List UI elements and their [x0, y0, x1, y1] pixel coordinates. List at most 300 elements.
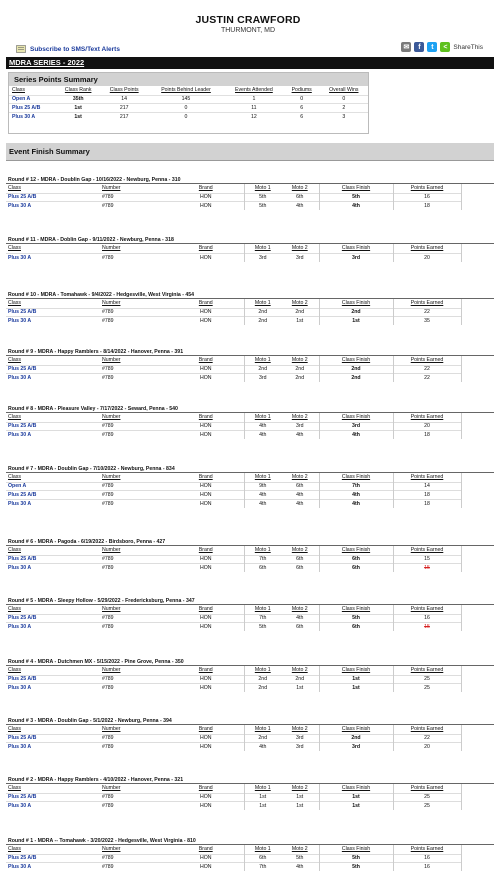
round-title: Round # 11 - MDRA - Doblin Gap - 9/11/2022 - Newburg, Penna - 318 [6, 236, 494, 244]
round-title: Round # 1 - MDRA -- Tomahawk - 3/20/2022 - Hedgesville, West Virginia - 810 [6, 837, 494, 845]
points-earned-cell: 16 [393, 193, 461, 202]
result-cell: 6th [244, 564, 281, 573]
round-col-header: Number [102, 414, 121, 421]
series-points-cell: 2 [320, 104, 368, 113]
table-row [6, 431, 461, 440]
round-col-header: Moto 1 [244, 845, 281, 854]
result-cell: 3rd [319, 422, 393, 431]
result-cell: 7th [319, 482, 393, 491]
result-cell: 4th [281, 863, 319, 872]
result-cell: 2nd [244, 308, 281, 317]
round-results-table [6, 184, 461, 210]
round-col-header: Brand [168, 299, 244, 308]
result-cell: #789 [98, 253, 168, 262]
result-cell: HON [168, 734, 244, 743]
series-points-cell: 6 [284, 104, 320, 113]
series-points-cell: 1 [224, 95, 284, 104]
series-points-col-header: Class Rank [64, 87, 92, 94]
round-results-table [6, 244, 461, 262]
result-cell: #789 [98, 193, 168, 202]
points-earned-cell: 25 [393, 793, 461, 802]
result-cell: #789 [98, 555, 168, 564]
result-cell: #789 [98, 491, 168, 500]
table-row [6, 614, 461, 623]
result-cell: 2nd [244, 675, 281, 684]
result-cell: HON [168, 482, 244, 491]
round-col-header: Brand [168, 356, 244, 365]
result-cell: #789 [98, 374, 168, 383]
round-col-header: Brand [168, 605, 244, 614]
result-cell: 4th [244, 431, 281, 440]
series-points-cell: 0 [148, 112, 224, 121]
round-col-header: Number [102, 474, 121, 481]
result-cell: #789 [98, 802, 168, 811]
round-col-header: Number [102, 245, 121, 252]
round-section [6, 291, 494, 325]
round-title: Round # 8 - MDRA - Pleasure Valley - 7/17/2022 - Seward, Penna - 540 [6, 405, 494, 413]
round-section [6, 658, 494, 692]
points-earned-cell: 25 [393, 684, 461, 693]
series-points-cell: 145 [148, 95, 224, 104]
round-col-header: Brand [168, 546, 244, 555]
result-cell: HON [168, 623, 244, 632]
round-col-header: Moto 2 [281, 473, 319, 482]
result-cell: 1st [281, 684, 319, 693]
series-points-table [9, 86, 368, 121]
round-col-header: Points Earned [393, 356, 461, 365]
result-cell: HON [168, 743, 244, 752]
round-col-header: Class Finish [341, 606, 371, 613]
result-cell: HON [168, 202, 244, 211]
series-points-summary [8, 72, 369, 134]
result-cell: HON [168, 317, 244, 326]
round-col-header: Brand [168, 666, 244, 675]
class-link[interactable]: Plus 25 A/B [6, 793, 98, 802]
series-points-cell: 1st [56, 112, 100, 121]
points-earned-cell: 15 [393, 564, 461, 573]
class-link[interactable]: Plus 25 A/B [6, 555, 98, 564]
result-cell: 3rd [281, 743, 319, 752]
result-cell: 5th [244, 202, 281, 211]
class-link[interactable]: Plus 25 A/B [6, 422, 98, 431]
round-col-header: Points Earned [393, 473, 461, 482]
result-cell: 2nd [244, 734, 281, 743]
round-col-header: Moto 1 [244, 605, 281, 614]
table-row [6, 193, 461, 202]
points-earned-cell: 14 [393, 482, 461, 491]
result-cell: 2nd [281, 675, 319, 684]
round-results-table [6, 356, 461, 382]
round-col-header: Class Finish [341, 474, 371, 481]
round-col-header: Moto 2 [281, 845, 319, 854]
series-points-cell: 35th [56, 95, 100, 104]
points-earned-cell: 15 [393, 623, 461, 632]
result-cell: 1st [281, 317, 319, 326]
class-link[interactable]: Plus 30 A [6, 431, 98, 440]
round-col-header: Number [102, 667, 121, 674]
series-points-row [9, 112, 368, 121]
class-link[interactable]: Plus 25 A/B [6, 734, 98, 743]
table-row [6, 253, 461, 262]
result-cell: 4th [319, 491, 393, 500]
result-cell: #789 [98, 675, 168, 684]
table-row [6, 623, 461, 632]
result-cell: HON [168, 793, 244, 802]
round-col-header: Class [8, 300, 21, 307]
result-cell: 6th [319, 564, 393, 573]
round-title: Round # 12 - MDRA - Doublin Gap - 10/16/2022 - Newburg, Penna - 310 [6, 176, 494, 184]
round-col-header: Brand [168, 473, 244, 482]
result-cell: 2nd [319, 734, 393, 743]
class-link[interactable]: Plus 25 A/B [6, 365, 98, 374]
result-cell: 6th [281, 193, 319, 202]
result-cell: HON [168, 374, 244, 383]
round-col-header: Class [8, 357, 21, 364]
table-row [6, 675, 461, 684]
result-cell: 5th [319, 854, 393, 863]
round-col-header: Brand [168, 784, 244, 793]
result-cell: 1st [319, 793, 393, 802]
round-col-header: Class [8, 474, 21, 481]
result-cell: #789 [98, 614, 168, 623]
points-earned-cell: 25 [393, 675, 461, 684]
result-cell: 3rd [244, 374, 281, 383]
round-col-header: Points Earned [393, 666, 461, 675]
round-col-header: Moto 1 [244, 784, 281, 793]
result-cell: #789 [98, 623, 168, 632]
series-points-row [9, 104, 368, 113]
class-link[interactable]: Plus 30 A [6, 802, 98, 811]
round-col-header: Moto 1 [244, 413, 281, 422]
round-col-header: Points Earned [393, 784, 461, 793]
series-points-cell: 1st [56, 104, 100, 113]
series-title-bar [6, 57, 494, 69]
round-col-header: Class Finish [341, 547, 371, 554]
result-cell: #789 [98, 422, 168, 431]
result-cell: HON [168, 684, 244, 693]
round-title: Round # 5 - MDRA - Sleepy Hollow - 5/29/2022 - Fredericksburg, Penna - 347 [6, 597, 494, 605]
class-link[interactable]: Plus 30 A [6, 684, 98, 693]
result-cell: 3rd [319, 743, 393, 752]
round-col-header: Points Earned [393, 184, 461, 193]
result-cell: #789 [98, 317, 168, 326]
round-col-header: Number [102, 846, 121, 853]
points-earned-cell: 22 [393, 374, 461, 383]
round-section [6, 236, 494, 262]
round-title: Round # 9 - MDRA - Happy Ramblers - 8/14/2022 - Hanover, Penna - 391 [6, 348, 494, 356]
round-results-table [6, 666, 461, 692]
result-cell: 6th [281, 623, 319, 632]
result-cell: HON [168, 854, 244, 863]
result-cell: 4th [244, 491, 281, 500]
round-col-header: Moto 2 [281, 605, 319, 614]
result-cell: HON [168, 802, 244, 811]
result-cell: 1st [281, 802, 319, 811]
result-cell: #789 [98, 863, 168, 872]
series-points-cell: 3 [320, 112, 368, 121]
result-cell: 4th [244, 499, 281, 508]
round-section [6, 837, 494, 871]
result-cell: 2nd [281, 308, 319, 317]
series-points-cell: 217 [100, 112, 148, 121]
result-cell: 4th [281, 202, 319, 211]
round-col-header: Moto 2 [281, 666, 319, 675]
result-cell: 1st [244, 802, 281, 811]
table-row [6, 317, 461, 326]
result-cell: 3rd [319, 253, 393, 262]
round-col-header: Class Finish [341, 667, 371, 674]
class-link[interactable]: Plus 25 A/B [6, 308, 98, 317]
result-cell: 2nd [319, 365, 393, 374]
result-cell: 5th [319, 614, 393, 623]
round-col-header: Moto 2 [281, 244, 319, 253]
series-points-cell: 14 [100, 95, 148, 104]
result-cell: #789 [98, 308, 168, 317]
points-earned-cell: 15 [393, 555, 461, 564]
round-section [6, 717, 494, 751]
result-cell: 1st [281, 793, 319, 802]
result-cell: 3rd [281, 253, 319, 262]
result-cell: 4th [319, 202, 393, 211]
result-cell: 5th [244, 623, 281, 632]
result-cell: #789 [98, 854, 168, 863]
result-cell: 4th [244, 422, 281, 431]
round-col-header: Class [8, 547, 21, 554]
round-col-header: Class Finish [341, 846, 371, 853]
round-col-header: Class Finish [341, 185, 371, 192]
round-col-header: Brand [168, 725, 244, 734]
table-row [6, 482, 461, 491]
round-col-header: Brand [168, 184, 244, 193]
class-link[interactable]: Plus 30 A [9, 112, 56, 121]
result-cell: HON [168, 555, 244, 564]
round-col-header: Class [8, 414, 21, 421]
table-row [6, 499, 461, 508]
class-link[interactable]: Plus 25 A/B [9, 104, 56, 113]
class-link[interactable]: Plus 25 A/B [6, 854, 98, 863]
points-earned-cell: 20 [393, 743, 461, 752]
result-cell: HON [168, 431, 244, 440]
result-cell: 7th [244, 614, 281, 623]
round-title: Round # 3 - MDRA - Doublin Gap - 5/1/2022 - Newburg, Penna - 394 [6, 717, 494, 725]
result-cell: #789 [98, 743, 168, 752]
result-cell: 6th [281, 564, 319, 573]
series-points-cell: 0 [284, 95, 320, 104]
round-col-header: Moto 2 [281, 725, 319, 734]
result-cell: HON [168, 193, 244, 202]
class-link[interactable]: Plus 30 A [6, 317, 98, 326]
series-points-title: Series Points Summary [9, 73, 368, 86]
share-bar [401, 42, 483, 52]
points-earned-cell: 22 [393, 734, 461, 743]
points-earned-cell: 16 [393, 863, 461, 872]
result-cell: 7th [244, 863, 281, 872]
table-row [6, 734, 461, 743]
class-link[interactable]: Plus 30 A [6, 623, 98, 632]
round-col-header: Number [102, 726, 121, 733]
rider-header [0, 0, 496, 34]
round-col-header: Moto 1 [244, 473, 281, 482]
result-cell: #789 [98, 684, 168, 693]
sms-alert-label: Subscribe to SMS/Text Alerts [30, 45, 120, 53]
round-results-table [6, 725, 461, 751]
result-cell: 2nd [244, 365, 281, 374]
class-link[interactable]: Plus 30 A [6, 253, 98, 262]
series-points-row [9, 95, 368, 104]
result-cell: 5th [281, 854, 319, 863]
round-col-header: Points Earned [393, 605, 461, 614]
result-cell: HON [168, 614, 244, 623]
result-cell: 5th [319, 193, 393, 202]
class-link[interactable]: Plus 25 A/B [6, 491, 98, 500]
points-earned-cell: 20 [393, 422, 461, 431]
round-col-header: Class Finish [341, 300, 371, 307]
points-earned-cell: 18 [393, 499, 461, 508]
round-results-table [6, 845, 461, 871]
result-cell: #789 [98, 431, 168, 440]
round-col-header: Moto 1 [244, 666, 281, 675]
points-earned-cell: 18 [393, 491, 461, 500]
sharethis-label[interactable]: ShareThis [453, 43, 483, 51]
table-row [6, 365, 461, 374]
result-cell: HON [168, 253, 244, 262]
series-points-cell: 217 [100, 104, 148, 113]
round-col-header: Class Finish [341, 785, 371, 792]
round-col-header: Points Earned [393, 845, 461, 854]
class-link[interactable]: Plus 30 A [6, 564, 98, 573]
sms-icon [16, 45, 26, 53]
round-col-header: Moto 1 [244, 244, 281, 253]
round-results-table [6, 784, 461, 810]
class-link[interactable]: Open A [6, 482, 98, 491]
round-section [6, 176, 494, 210]
class-link[interactable]: Plus 30 A [6, 743, 98, 752]
sms-alert-link[interactable] [16, 45, 120, 53]
result-cell: HON [168, 491, 244, 500]
result-cell: HON [168, 308, 244, 317]
round-col-header: Number [102, 547, 121, 554]
points-earned-cell: 22 [393, 308, 461, 317]
result-cell: 6th [319, 555, 393, 564]
series-points-cell: 12 [224, 112, 284, 121]
result-cell: 4th [319, 499, 393, 508]
table-row [6, 743, 461, 752]
series-points-cell: 6 [284, 112, 320, 121]
table-row [6, 863, 461, 872]
table-row [6, 422, 461, 431]
toolbar-row [0, 42, 496, 58]
result-cell: #789 [98, 482, 168, 491]
round-col-header: Class Finish [341, 357, 371, 364]
round-title: Round # 6 - MDRA - Pagoda - 6/19/2022 - Birdsboro, Penna - 427 [6, 538, 494, 546]
series-title-link[interactable]: MDRA SERIES - 2022 [9, 58, 85, 67]
series-points-col-header: Points Behind Leader [161, 87, 211, 94]
round-col-header: Number [102, 606, 121, 613]
result-cell: 1st [244, 793, 281, 802]
result-cell: 3rd [244, 253, 281, 262]
round-col-header: Class Finish [341, 414, 371, 421]
round-col-header: Class Finish [341, 726, 371, 733]
facebook-icon[interactable]: f [414, 42, 424, 52]
round-col-header: Moto 2 [281, 184, 319, 193]
round-col-header: Class [8, 726, 21, 733]
result-cell: 3rd [281, 422, 319, 431]
twitter-icon[interactable]: t [427, 42, 437, 52]
round-col-header: Moto 2 [281, 413, 319, 422]
result-cell: HON [168, 422, 244, 431]
result-cell: 4th [281, 499, 319, 508]
round-section [6, 776, 494, 810]
round-col-header: Number [102, 300, 121, 307]
round-col-header: Class [8, 785, 21, 792]
round-col-header: Points Earned [393, 299, 461, 308]
class-link[interactable]: Plus 30 A [6, 499, 98, 508]
round-title: Round # 2 - MDRA - Happy Ramblers - 4/10/2022 - Hanover, Penna - 321 [6, 776, 494, 784]
round-col-header: Moto 1 [244, 725, 281, 734]
round-col-header: Number [102, 185, 121, 192]
class-link[interactable]: Plus 25 A/B [6, 193, 98, 202]
class-link[interactable]: Plus 30 A [6, 863, 98, 872]
result-cell: 2nd [281, 374, 319, 383]
series-points-cell: 0 [320, 95, 368, 104]
round-col-header: Class Finish [341, 245, 371, 252]
event-finish-summary-header: Event Finish Summary [6, 143, 494, 161]
round-section [6, 465, 494, 508]
result-cell: #789 [98, 793, 168, 802]
table-row [6, 308, 461, 317]
class-link[interactable]: Plus 25 A/B [6, 675, 98, 684]
series-points-cell: 11 [224, 104, 284, 113]
round-results-table [6, 473, 461, 508]
points-earned-cell: 25 [393, 802, 461, 811]
round-section [6, 405, 494, 439]
class-link[interactable]: Plus 30 A [6, 374, 98, 383]
class-link[interactable]: Plus 30 A [6, 202, 98, 211]
round-col-header: Moto 2 [281, 546, 319, 555]
result-cell: 2nd [319, 374, 393, 383]
round-section [6, 538, 494, 572]
round-section [6, 348, 494, 382]
points-earned-cell: 35 [393, 317, 461, 326]
round-col-header: Brand [168, 413, 244, 422]
round-section [6, 597, 494, 631]
round-results-table [6, 299, 461, 325]
result-cell: 6th [281, 555, 319, 564]
result-cell: 6th [319, 623, 393, 632]
table-row [6, 564, 461, 573]
result-cell: 6th [281, 482, 319, 491]
class-link[interactable]: Open A [9, 95, 56, 104]
sharethis-icon[interactable]: < [440, 42, 450, 52]
class-link[interactable]: Plus 25 A/B [6, 614, 98, 623]
series-points-col-header: Class [12, 87, 25, 94]
result-cell: 1st [319, 802, 393, 811]
round-col-header: Moto 1 [244, 299, 281, 308]
round-col-header: Number [102, 357, 121, 364]
result-cell: #789 [98, 202, 168, 211]
table-row [6, 491, 461, 500]
email-icon[interactable]: ✉ [401, 42, 411, 52]
result-cell: 3rd [281, 734, 319, 743]
result-cell: #789 [98, 499, 168, 508]
result-cell: HON [168, 365, 244, 374]
result-cell: 4th [244, 743, 281, 752]
round-col-header: Moto 1 [244, 356, 281, 365]
round-title: Round # 4 - MDRA - Dutchmen MX - 5/15/2022 - Pine Grove, Penna - 350 [6, 658, 494, 666]
result-cell: 5th [319, 863, 393, 872]
round-col-header: Class [8, 606, 21, 613]
points-earned-cell: 18 [393, 202, 461, 211]
